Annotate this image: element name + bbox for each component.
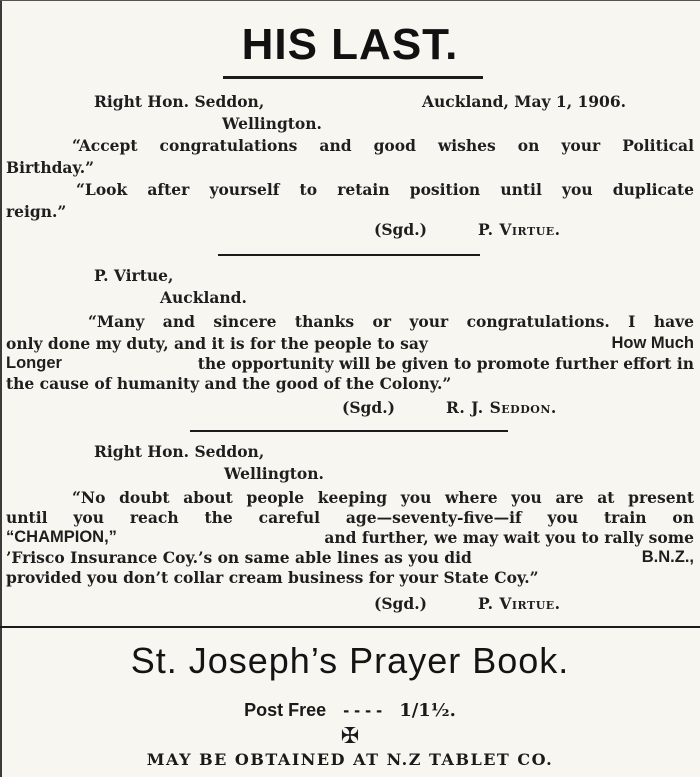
- body-line: provided you don’t collar cream business for your State Coy.”: [6, 568, 539, 587]
- city: Auckland.: [160, 288, 247, 307]
- body-text: the opportunity will be given to promote further effort in: [197, 354, 694, 373]
- addressee: P. Virtue,: [94, 266, 174, 285]
- body-line: “Look after yourself to retain position until you duplicate: [76, 180, 694, 199]
- body-line-emphasis: [6, 334, 694, 353]
- body-line-emphasis: [6, 528, 694, 547]
- emphasis-bnz: B.N.Z.,: [641, 548, 694, 566]
- body-text: ’Frisco Insurance Coy.’s on same able lines as you did: [6, 548, 472, 567]
- headline-rule: [223, 76, 483, 79]
- page-border-top: [0, 0, 700, 1]
- addressee: Right Hon. Seddon,: [94, 92, 265, 111]
- dashes: - - - -: [343, 700, 383, 720]
- obtain-line: MAY BE OBTAINED AT N.Z TABLET CO.: [146, 750, 554, 769]
- cross-icon: ✠: [340, 724, 360, 749]
- body-line: Birthday.”: [6, 158, 95, 177]
- sgd-label: (Sgd.): [342, 398, 395, 417]
- dateline: Auckland, May 1, 1906.: [422, 92, 627, 111]
- section-rule: [190, 430, 508, 432]
- body-line-emphasis: [6, 548, 694, 567]
- body-line: “No doubt about people keeping you where you are at present: [72, 488, 694, 507]
- section-rule: [218, 254, 480, 256]
- body-text: only done my duty, and it is for the people to say: [6, 334, 428, 353]
- post-free-line: [0, 700, 700, 721]
- body-line: “Many and sincere thanks or your congratulations. I have: [88, 312, 694, 331]
- advert-divider: [0, 626, 700, 628]
- addressee: Right Hon. Seddon,: [94, 442, 265, 461]
- emphasis-longer: Longer: [6, 354, 62, 372]
- body-text: and further, we may wait you to rally some: [324, 528, 694, 547]
- city: Wellington.: [222, 114, 322, 133]
- body-line: reign.”: [6, 202, 67, 221]
- signature: R. J. Seddon.: [446, 398, 557, 417]
- emphasis-how-much: How Much: [611, 334, 694, 352]
- price: 1/1½.: [399, 700, 456, 721]
- city: Wellington.: [224, 464, 324, 483]
- post-label: Post Free: [244, 700, 327, 720]
- sgd-label: (Sgd.): [374, 220, 427, 239]
- body-line: until you reach the careful age—seventy-five—if you train on: [6, 508, 694, 527]
- signature: P. Virtue.: [478, 594, 561, 613]
- body-line-emphasis: [6, 354, 694, 373]
- body-line: “Accept congratulations and good wishes on your Political: [72, 136, 694, 155]
- sgd-label: (Sgd.): [374, 594, 427, 613]
- signature: P. Virtue.: [478, 220, 561, 239]
- body-line: the cause of humanity and the good of the Colony.”: [6, 374, 452, 393]
- headline: HIS LAST.: [241, 20, 459, 69]
- emphasis-champion: “CHAMPION,”: [6, 528, 117, 546]
- advert-title: St. Joseph’s Prayer Book.: [130, 640, 570, 681]
